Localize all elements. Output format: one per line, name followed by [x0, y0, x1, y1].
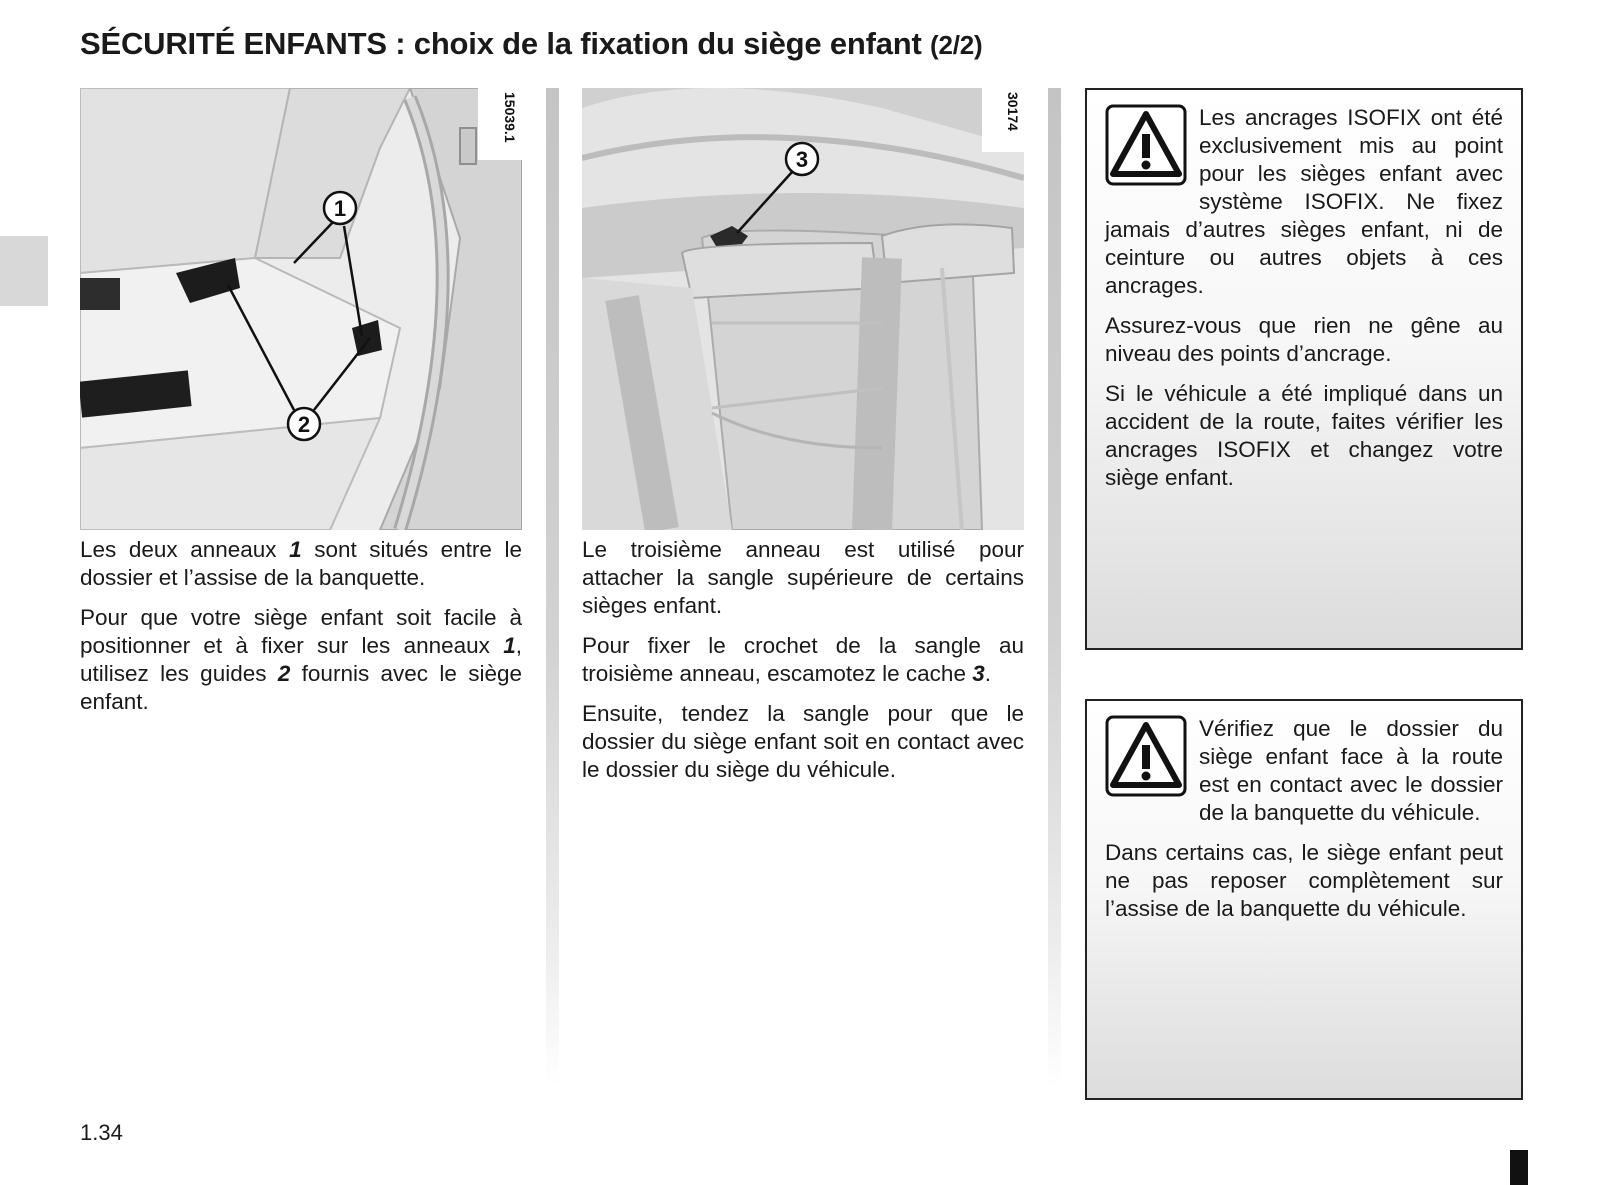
ref-number: 2 [277, 661, 291, 686]
text-run: Pour que votre siège enfant soit facile à positionner et à fixer sur les anneaux [80, 605, 522, 658]
page-title [80, 26, 983, 62]
column-divider-right [1048, 88, 1061, 1088]
ref-number: 1 [289, 537, 302, 562]
page-number: 1.34 [80, 1120, 123, 1145]
text-run: . [984, 661, 991, 686]
seat-rest-paragraph: Dans certains cas, le siège enfant peut ne pas reposer complètement sur l’assise de la banquette du véhicule. [1105, 840, 1503, 921]
top-tether-anchor-illustration [582, 88, 1024, 530]
warning-box-backrest [1085, 699, 1523, 1100]
chapter-tab [0, 236, 48, 306]
hook-paragraph [582, 632, 1024, 688]
warning-box-isofix [1085, 88, 1523, 650]
ref-number: 3 [972, 661, 985, 686]
backrest-contact-paragraph: Vérifiez que le dossier du siège enfant face à la route est en contact avec le dossier de la banquette du véhicule. [1199, 716, 1503, 825]
figure-ref-left: 15039.1 [502, 92, 518, 143]
isofix-anchors-illustration [80, 88, 522, 530]
tension-paragraph: Ensuite, tendez la sangle pour que le dossier du siège enfant soit en contact avec le dossier du siège du véhicule. [582, 701, 1024, 782]
page-title-part: (2/2) [930, 30, 983, 60]
column-divider-left [546, 88, 559, 1088]
text-run: Pour fixer le crochet de la sangle au troisième anneau, escamotez le cache [582, 633, 1024, 686]
text-run: fournis avec le siège enfant. [80, 661, 523, 714]
anchor-points-paragraph: Assurez-vous que rien ne gêne au niveau des points d’ancrage. [1105, 313, 1503, 366]
text-run: sont situés entre le dossier et l’assise de la banquette. [80, 537, 522, 590]
left-column-text [80, 536, 522, 728]
callout-2: 2 [297, 412, 311, 437]
page-title-text: SÉCURITÉ ENFANTS : choix de la fixation du siège enfant [80, 26, 922, 61]
warning-triangle-icon [1105, 104, 1187, 186]
figure-ref-middle: 30174 [1005, 92, 1021, 131]
anchors-location-paragraph [80, 536, 522, 592]
middle-column-text [582, 536, 1024, 796]
callout-1: 1 [333, 196, 347, 221]
text-run: , utilisez les guides [80, 633, 522, 686]
warning-triangle-icon [1105, 715, 1187, 797]
guides-paragraph [80, 604, 522, 716]
page-edge-marker [1510, 1150, 1528, 1185]
callout-3: 3 [795, 147, 809, 172]
third-anchor-paragraph: Le troisième anneau est utilisé pour attacher la sangle supérieure de certains sièges enfant. [582, 537, 1024, 618]
text-run: Les deux anneaux [80, 537, 290, 562]
ref-number: 1 [503, 633, 516, 658]
accident-paragraph: Si le véhicule a été impliqué dans un accident de la route, faites vérifier les ancrages ISOFIX et changez votre siège enfant. [1105, 381, 1503, 490]
isofix-warning-paragraph: Les ancrages ISOFIX ont été exclusivement mis au point pour les sièges enfant avec système ISOFIX. Ne fixez jamais d’autres sièges enfant, ni de ceinture ou autres objets à ces ancrages. [1105, 105, 1503, 298]
